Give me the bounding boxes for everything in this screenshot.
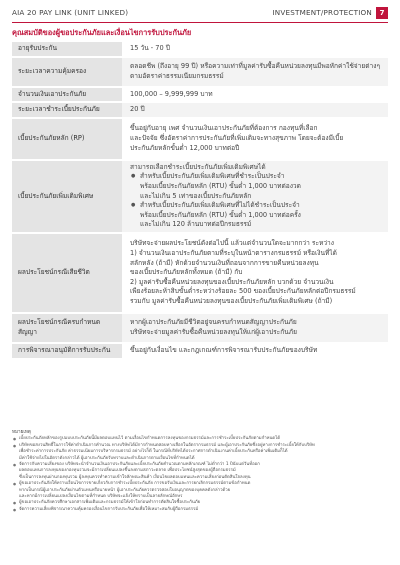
note-item [12,507,388,513]
spec-value-line: หากผู้เอาประกันภัยมีชีวิตอยู่จนครบกำหนดสัญญาประกันภัย [130,318,297,327]
spec-value-line: และปัจจัย ซึ่งอัตราค่าการประกันภัยที่เพิ่มเติมจะทางสุขภาพ โดยจะต้องมีเบี้ย [130,133,344,142]
spec-value-line: พร้อมเบี้ยประกันภัยหลัก (RTU) ขั้นต่ำ 1,000 บาทต่อครั้ง [140,210,301,219]
spec-value-line: ของเบี้ยประกันภัยหลักทั้งหมด (ถ้ามี) กับ [130,268,243,277]
spec-value-line: บริษัทจะจ่ายมูลค่ารับซื้อคืนหน่วยลงทุนให้แก่ผู้เอาประกันภัย [130,327,297,336]
spec-row [12,234,388,312]
spec-value-line: สามารถเลือกชำระเบี้ยประกันภัยเพิ่มเติมพิเศษได้ [130,162,266,171]
spec-table [12,40,388,360]
spec-value [122,234,388,312]
spec-label: ระยะเวลาความคุ้มครอง [12,58,122,86]
spec-value-line: พร้อมเบี้ยประกันภัยหลัก (RTU) ขั้นต่ำ 1,000 บาทต่องวด [140,181,301,190]
note-item [12,481,388,500]
note-line: เพื่อชำระค่าการประกันภัย ค่าธรรมเนียมการบริหารกรมธรรม์ อย่างไรก็ดี ในกรณีที่บริษัทได้ประกาศการดำเนินงานค่าเบี้ยประกันหรือค่าเพิ่มเติมก็ได้ [19,449,288,455]
note-item [12,443,388,462]
spec-label: การพิจารณาอนุมัติการรับประกัน [12,344,122,358]
spec-value-line: ตลอดชีพ (ถึงอายุ 99 ปี) หรือความเท่าที่มูลค่ารับซื้อคืนหน่วยลงทุนมีพอหักค่าใช้จ่ายต่างๆ ตามอัตราค่าธรรมเนียมกรมธรรม์ [130,62,380,80]
notes-list [12,436,388,513]
spec-value [122,58,388,86]
spec-value-line: ● สำหรับเบี้ยประกันภัยเพิ่มเติมพิเศษที่ชำระเป็นประจำ [140,172,285,181]
spec-label: เบี้ยประกันภัยเพิ่มเติมพิเศษ [12,161,122,232]
note-line: ผลตอบแทนการลงทุนของกองทุนรวมจะมีการเปลี่ยนแปลงขึ้นลงตามสภาวะตลาด เพื่อประโยชน์สูงสุดของผู้ถือกรมธรรม์ [19,468,236,474]
spec-value-line: ● สำหรับเบี้ยประกันภัยเพิ่มเติมพิเศษที่ไม่ได้ชำระเป็นประจำ [140,201,300,210]
spec-label: อายุรับประกัน [12,42,122,56]
note-line: ● ผู้ขอเอาประกันภัยควรศึกษาเอกสารเพิ่มเติมและกรมธรรม์ให้เข้าใจก่อนทำการตัดสินใจซื้อประกันภัย [19,500,201,506]
spec-value [122,161,388,232]
note-line: ● เบี้ยประกันภัยหลักของรูปแบบประกันภัยนี้มีผลตอบแทนไว้ ตามเงื่อนไขกำหนดการลงทุนของกรมธรรม์และการชำระเบี้ยประกันภัยตามกำหนดได้ [19,436,281,442]
spec-value-line: รวมกับ มูลค่ารับซื้อคืนหน่วยลงทุนของเบี้ยประกันภัยเพิ่มเติมพิเศษ (ถ้ามี) [130,296,333,305]
section-title: คุณสมบัติของผู้ขอประกันภัยและเงื่อนไขการรับประกันภัย [12,28,192,37]
spec-row [12,344,388,358]
spec-label: ผลประโยชน์กรณีครบกำหนดสัญญา [12,314,122,342]
spec-row [12,88,388,102]
spec-value [122,314,388,342]
product-category: INVESTMENT/PROTECTION [272,8,372,17]
spec-row [12,103,388,117]
spec-row [12,42,388,56]
spec-label: เบี้ยประกันภัยหลัก (RP) [12,119,122,159]
spec-value-line: 2) มูลค่ารับซื้อคืนหน่วยลงทุนของเบี้ยประกันภัยหลัก บวกด้วย จำนวนเงิน [130,277,334,286]
spec-value-line: 15 วัน - 70 ปี [130,44,170,52]
spec-value [122,42,388,56]
spec-value-line: ขึ้นอยู่กับเงื่อนไข และกฎเกณฑ์การพิจารณารับประกันภัยของบริษัท [130,345,318,354]
spec-value-line: 1) จำนวนเงินเอาประกันภัยตามที่ระบุในหน้าตารางกรมธรรม์ หรือเงินที่ได้ [130,248,337,257]
note-line: หากเป็นกรณีผู้เอาประกันภัยผ่านตัวแทนหรือนายหน้า ผู้เอาประกันภัยควรตรวจสอบใบอนุญาตของบุคคลดังกล่าวด้วย [19,487,231,493]
page-number: 7 [376,7,388,19]
header-divider [12,22,388,23]
notes-section [12,430,388,513]
page-header [12,8,388,20]
note-line: ● ผู้ขอเอาประกันภัยให้ทราบเงื่อนไขการขายเกี่ยวกับการชำระเบี้ยประกันภัย การขอรับเงินและการยกเลิกกรมธรรม์ตามข้อกำหนด [19,481,251,487]
spec-row [12,119,388,159]
spec-row [12,314,388,342]
spec-value [122,344,388,358]
spec-value-line: ประกันภัยหลักขั้นต่ำ 12,000 บาทต่อปี [130,143,240,152]
spec-label: จำนวนเงินเอาประกันภัย [12,88,122,102]
note-line: ซึ่งเป็นการลงทุนผ่านกองทุนรวม ผู้ลงทุนควรทำความเข้าใจลักษณะสินค้า เงื่อนไขผลตอบแทนและความเสี่ยงก่อนตัดสินใจลงทุน [19,474,251,480]
spec-value-line: และไม่เกิน 5 เท่าของเบี้ยประกันภัยหลัก [140,191,252,200]
product-name: AIA 20 PAY LINK (UNIT LINKED) [12,8,129,17]
note-line: มีค่าใช้จ่ายไปในอัตราดังกล่าวได้ ผู้เอาประกันภัยรับทราบและดำเนินการตามเงื่อนไขที่กำหนดได้ [19,455,195,461]
note-line: ● จัดการกับความเสี่ยงของ บริษัทจะนำจำนวนเงินเอาประกันภัยและเบี้ยประกันภัยคำนวณตามหลักเกณฑ์ ไม่ต่ำกว่า 1 ปีนับแต่วันที่ออก [19,462,260,468]
note-line: ● บริษัทขอสงวนสิทธิ์ในการใช้ค่าดำเนินการคำนวณ ทางบริษัทได้มีการกำหนดสอบทางเลือกในอัตรากรมธรรม์ และผู้เอาประกันภัยซึ่งอยู่ทางการชำระเบี้ยให้กับบริษัท [19,442,315,448]
notes-heading: หมายเหตุ [12,430,31,435]
spec-value-line: ขึ้นอยู่กับอายุ เพศ จำนวนเงินเอาประกันภัยที่ต้องการ กองทุนที่เลือก [130,124,318,133]
spec-value-line: 100,000 – 9,999,999 บาท [130,89,213,98]
spec-value-line: บริษัทจะจ่ายผลประโยชน์ดังต่อไปนี้ แล้วแต่จำนวนใดจะมากกว่า ระหว่าง [130,239,334,248]
spec-value [122,119,388,159]
note-line: ● จัดการความเสี่ยงพิจารณาความคุ้มครองเงื่อนไขการรับประกันภัยเพื่อให้เหมาะสมกับผู้ถือกรมธรรม์ [19,506,199,512]
spec-value-line: เพียงร้อยละห้าสิบขั้นต่ำระหว่างร้อยละ 500 ของเบี้ยประกันภัยหลักต่อปีกรมธรรม์ [130,287,356,296]
spec-value [122,88,388,102]
note-line: และหากมีการเปลี่ยนแปลงเงื่อนไขตามที่กำหนด บริษัทจะแจ้งให้ทราบเป็นลายลักษณ์อักษร [19,494,183,500]
spec-label: ระยะเวลาชำระเบี้ยประกันภัย [12,103,122,117]
spec-value-line: 20 ปี [130,105,145,114]
spec-bullet-item [130,201,380,230]
spec-label: ผลประโยชน์กรณีเสียชีวิต [12,234,122,312]
spec-value-line: สลักหลัง (ถ้ามี) หักด้วยจำนวนเงินที่ถอนจากการขายคืนหน่วยลงทุน [130,258,319,267]
spec-value-line: และไม่เกิน 120 ล้านบาทต่อปีกรมธรรม์ [140,220,252,229]
note-item [12,462,388,481]
spec-row [12,161,388,232]
spec-value [122,103,388,117]
spec-bullet-item [130,172,380,201]
spec-bullet-list [130,172,380,230]
spec-row [12,58,388,86]
